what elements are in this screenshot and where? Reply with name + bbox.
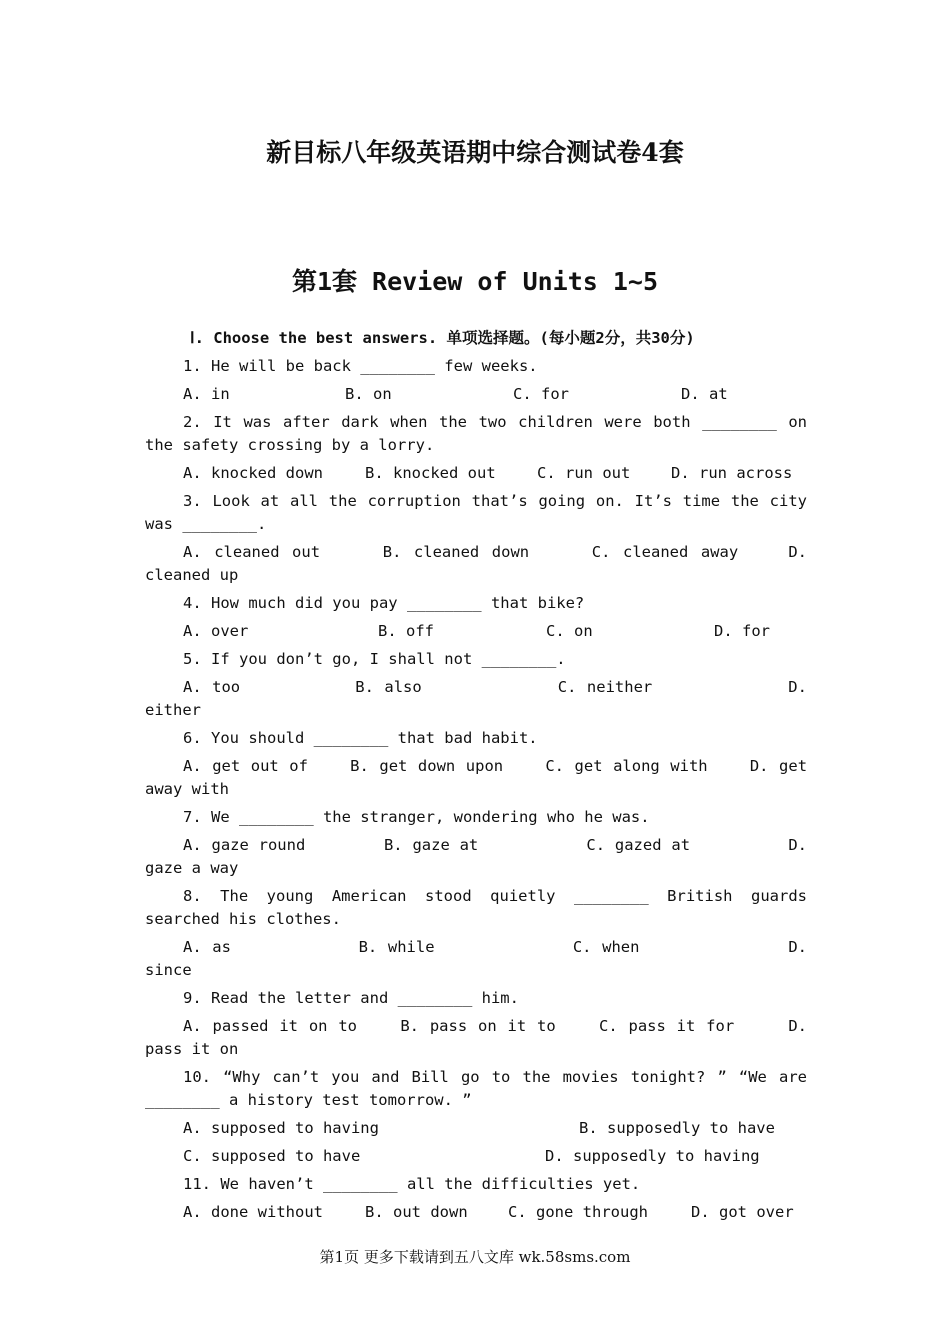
option-b: B. off — [378, 622, 434, 640]
option-c: C. supposed to have — [183, 1147, 361, 1165]
option-c: C. when — [572, 938, 640, 956]
question-list — [145, 327, 807, 1224]
options-3 — [145, 541, 807, 587]
question-6: 6. You should ________ that bad habit. — [183, 729, 538, 747]
question-3: 3. Look at all the corruption that’s going on. It’s time the city was ________. — [145, 492, 807, 533]
options-8 — [145, 936, 807, 982]
option-a: A. as — [183, 938, 231, 956]
option-b: B. pass on it to — [400, 1017, 556, 1035]
option-a: A. cleaned out — [183, 543, 321, 561]
option-b: B. out down — [365, 1203, 468, 1221]
option-c: C. gone through — [508, 1203, 648, 1221]
question-10: 10. “Why can’t you and Bill go to the movies tonight? ” “We are ________ a history test tomorrow. ” — [145, 1068, 807, 1109]
option-c: C. cleaned away — [591, 543, 739, 561]
options-11 — [145, 1201, 807, 1224]
options-1 — [145, 383, 807, 406]
option-d: D. supposedly to having — [545, 1147, 760, 1165]
option-b: B. while — [358, 938, 435, 956]
option-d: D. at — [681, 385, 728, 403]
option-a: A. passed it on to — [183, 1017, 357, 1035]
options-10-row2 — [145, 1145, 807, 1168]
option-c: C. run out — [537, 464, 631, 482]
document-title: 新目标八年级英语期中综合测试卷4套 — [266, 138, 684, 167]
option-d: D. gaze a way — [145, 836, 808, 877]
option-c: C. neither — [557, 678, 653, 696]
options-9 — [145, 1015, 807, 1061]
option-a: A. get out of — [183, 757, 308, 775]
question-5: 5. If you don’t go, I shall not ________. — [183, 650, 566, 668]
option-a: A. over — [183, 622, 249, 640]
option-b: B. get down upon — [350, 757, 504, 775]
option-b: B. also — [355, 678, 422, 696]
option-b: B. on — [345, 385, 392, 403]
option-b: B. cleaned down — [382, 543, 530, 561]
option-c: C. for — [513, 385, 569, 403]
section-heading: Ⅰ. Choose the best answers. 单项选择题。(每小题2分，共30分) — [190, 329, 695, 347]
question-2: 2. It was after dark when the two children were both ________ on the safety crossing by a lorry. — [145, 413, 807, 454]
option-d: D. run across — [671, 464, 793, 482]
option-c: C. gazed at — [586, 836, 691, 854]
options-4 — [145, 620, 807, 643]
options-10-row1 — [145, 1117, 807, 1140]
option-c: C. get along with — [545, 757, 708, 775]
option-d: D. got over — [691, 1203, 794, 1221]
question-1: 1. He will be back ________ few weeks. — [183, 357, 538, 375]
option-a: A. done without — [183, 1203, 323, 1221]
option-a: A. in — [183, 385, 230, 403]
option-b: B. supposedly to have — [579, 1119, 775, 1137]
question-9: 9. Read the letter and ________ him. — [183, 989, 519, 1007]
option-a: A. gaze round — [183, 836, 306, 854]
option-d: D. pass it on — [145, 1017, 807, 1058]
option-c: C. pass it for — [599, 1017, 735, 1035]
option-a: A. supposed to having — [183, 1119, 379, 1137]
option-b: B. knocked out — [365, 464, 496, 482]
option-d: D. for — [714, 622, 770, 640]
option-a: A. knocked down — [183, 464, 323, 482]
question-7: 7. We ________ the stranger, wondering who he was. — [183, 808, 650, 826]
page-footer: 第1页 更多下载请到五八文库 wk.58sms.com — [319, 1248, 631, 1266]
option-d: D. since — [145, 938, 807, 979]
options-2 — [145, 462, 807, 485]
option-d: D. cleaned up — [145, 543, 807, 584]
options-5 — [145, 676, 807, 722]
option-a: A. too — [183, 678, 241, 696]
option-c: C. on — [546, 622, 593, 640]
set-subtitle: 第1套 Review of Units 1~5 — [291, 267, 659, 296]
option-d: D. either — [145, 678, 807, 719]
options-6 — [145, 755, 807, 801]
option-b: B. gaze at — [383, 836, 479, 854]
option-d: D. get away with — [145, 757, 808, 798]
question-4: 4. How much did you pay ________ that bike? — [183, 594, 585, 612]
options-7 — [145, 834, 807, 880]
question-8: 8. The young American stood quietly ________ British guards searched his clothes. — [145, 887, 807, 928]
question-11: 11. We haven’t ________ all the difficulties yet. — [183, 1175, 641, 1193]
